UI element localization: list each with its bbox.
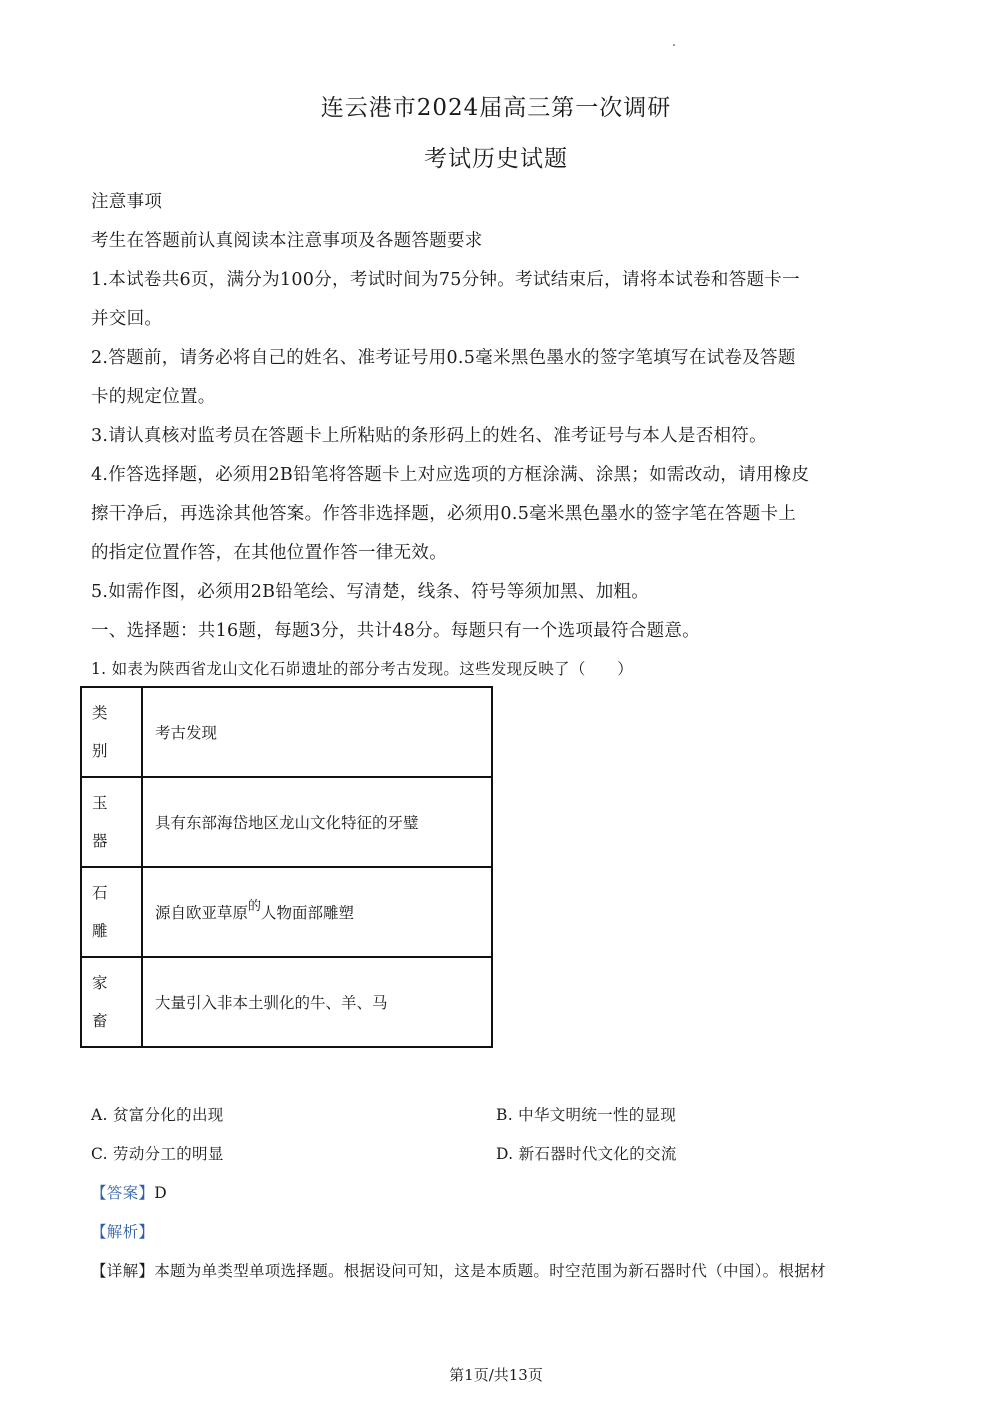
notice-heading: 注意事项 (91, 192, 163, 212)
exam-title-line1: 连云港市2024届高三第一次调研 (320, 95, 672, 121)
table-cell-value: 具有东部海岱地区龙山文化特征的牙璧 (142, 777, 492, 867)
notice-line: 4.作答选择题，必须用2B铅笔将答题卡上对应选项的方框涂满、涂黑；如需改动，请用橡皮 (91, 465, 810, 485)
table-cell-category (81, 867, 142, 957)
category-char: 器 (92, 832, 108, 850)
option-d: D. 新石器时代文化的交流 (496, 1145, 677, 1163)
section-heading: 一、选择题：共16题，每题3分，共计48分。每题只有一个选项最符合题意。 (91, 621, 700, 641)
detail-line (91, 1259, 826, 1281)
table-row (81, 867, 492, 957)
notice-line: 2.答题前，请务必将自己的姓名、准考证号用0.5毫米黑色墨水的签字笔填写在试卷及答题 (91, 348, 796, 368)
table-cell-category (81, 957, 142, 1047)
answer-line (91, 1181, 167, 1203)
table-cell-value: 大量引入非本土驯化的牛、羊、马 (142, 957, 492, 1047)
category-char: 雕 (92, 922, 108, 940)
option-a: A. 贫富分化的出现 (91, 1106, 224, 1124)
category-char: 别 (92, 742, 108, 760)
notice-intro: 考生在答题前认真阅读本注意事项及各题答题要求 (91, 231, 483, 251)
value-text: 人物面部雕塑 (261, 904, 355, 922)
table-cell-category (81, 687, 142, 777)
exam-title-line2: 考试历史试题 (424, 146, 568, 172)
table-row (81, 777, 492, 867)
notice-line: 并交回。 (91, 309, 163, 329)
table-row (81, 687, 492, 777)
page-mark (673, 44, 675, 46)
category-char: 家 (92, 974, 108, 992)
option-c: C. 劳动分工的明显 (91, 1145, 224, 1163)
notice-line: 3.请认真核对监考员在答题卡上所粘贴的条形码上的姓名、准考证号与本人是否相符。 (91, 426, 767, 446)
notice-line: 的指定位置作答，在其他位置作答一律无效。 (91, 543, 447, 563)
question-stem: 1. 如表为陕西省龙山文化石峁遗址的部分考古发现。这些发现反映了（ ） (91, 660, 634, 678)
category-char: 畜 (92, 1012, 108, 1030)
table-cell-value: 考古发现 (142, 687, 492, 777)
notice-line: 5.如需作图，必须用2B铅笔绘、写清楚，线条、符号等须加黑、加粗。 (91, 582, 650, 602)
detail-text: 本题为单类型单项选择题。根据设问可知，这是本质题。时空范围为新石器时代（中国）。根据材 (154, 1262, 826, 1280)
analysis-label: 【解析】 (91, 1223, 155, 1241)
notice-line: 卡的规定位置。 (91, 387, 216, 407)
answer-label: 【答案】 (91, 1184, 155, 1202)
detail-label: 【详解】 (91, 1262, 155, 1280)
table-row (81, 957, 492, 1047)
category-char: 类 (92, 704, 108, 722)
category-char: 石 (92, 884, 108, 902)
notice-line: 擦干净后，再选涂其他答案。作答非选择题，必须用0.5毫米黑色墨水的签字笔在答题卡上 (91, 504, 797, 524)
table-cell-value (142, 867, 492, 957)
option-b: B. 中华文明统一性的显现 (496, 1106, 677, 1124)
value-superscript: 的 (248, 899, 262, 914)
notice-line: 1.本试卷共6页，满分为100分，考试时间为75分钟。考试结束后，请将本试卷和答题卡一 (91, 270, 800, 290)
answer-value: D (154, 1184, 167, 1202)
page-footer: 第1页/共13页 (449, 1366, 543, 1384)
value-text: 源自欧亚草原 (155, 904, 249, 922)
archaeology-table (80, 686, 493, 1048)
category-char: 玉 (92, 794, 108, 812)
table-cell-category (81, 777, 142, 867)
